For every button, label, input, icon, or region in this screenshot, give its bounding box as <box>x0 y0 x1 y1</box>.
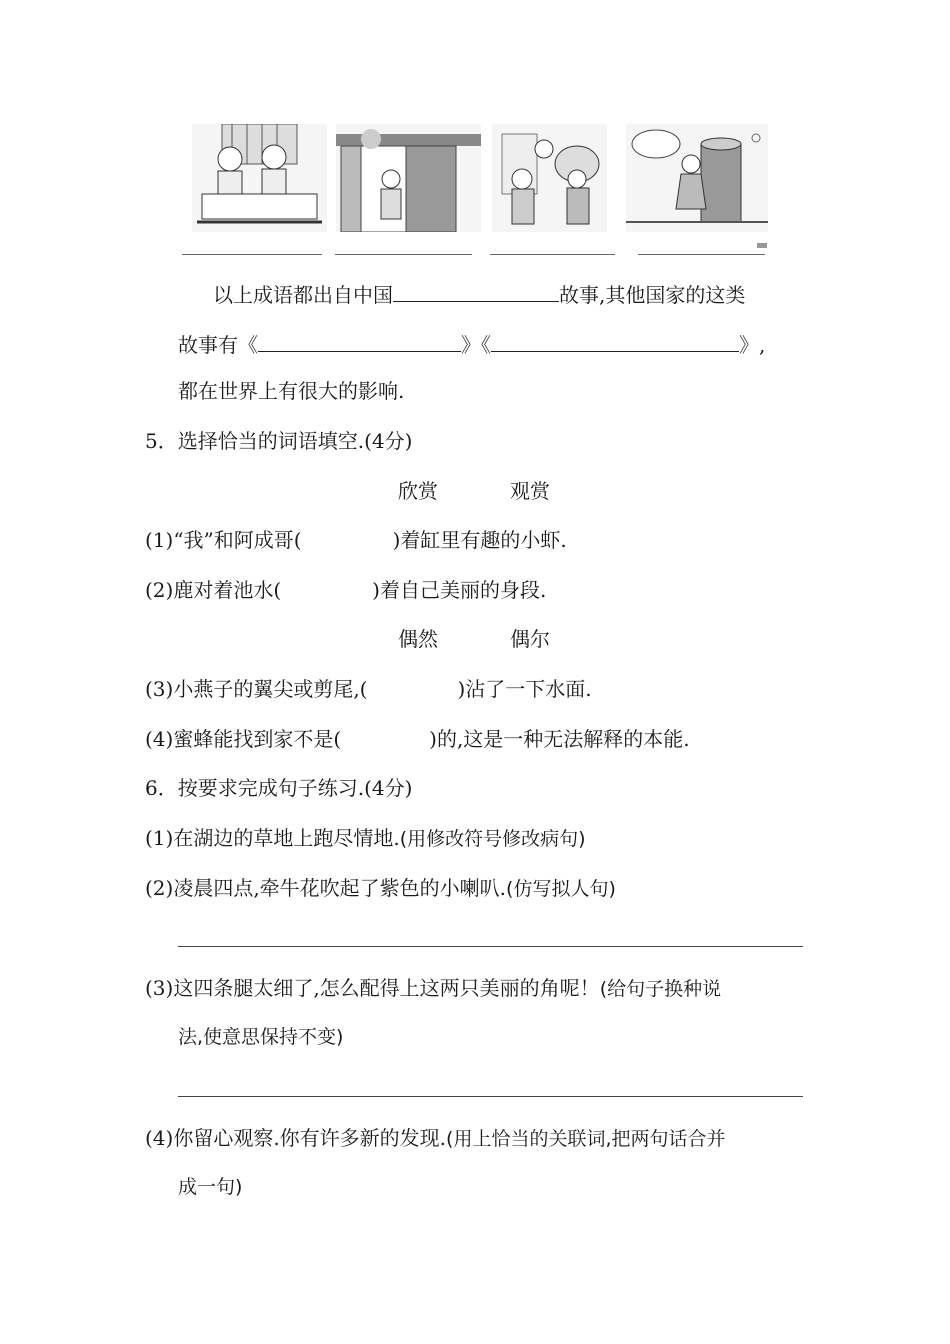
q4-line-1-text-a: 以上成语都出自中国 <box>213 283 393 307</box>
q5-sentence-3-text-b: )沾了一下水面. <box>457 677 592 701</box>
q5-sentence-1-text-b: )着缸里有趣的小虾. <box>392 528 567 552</box>
q4-blank-book-2[interactable] <box>491 331 739 352</box>
q6-sentence-4-text: (4)你留心观察.你有许多新的发现. <box>145 1126 447 1150</box>
q6-sentence-4-note: (用上恰当的关联词,把两句话合并 <box>446 1128 726 1150</box>
q4-line-2-text-b: 》《 <box>461 333 491 357</box>
illustration-answer-line-4[interactable] <box>638 254 765 255</box>
q4-line-1-text-b: 故事,其他国家的这类 <box>559 283 746 307</box>
q6-answer-line-3[interactable] <box>178 1096 803 1097</box>
q6-sentence-1-text: (1)在湖边的草地上跑尽情地. <box>145 826 400 850</box>
small-mark <box>757 243 767 248</box>
illustration-answer-line-3[interactable] <box>490 254 615 255</box>
q5-sentence-1 <box>145 530 567 550</box>
illustration-1-art <box>192 124 327 232</box>
illustration-1 <box>192 124 327 232</box>
q4-line-2-text-c: 》, <box>739 333 766 357</box>
illustration-answer-line-2[interactable] <box>335 254 472 255</box>
illustration-4-art <box>626 124 768 232</box>
q4-line-2 <box>178 331 765 355</box>
illustration-answer-line-1[interactable] <box>182 254 322 255</box>
q5-sentence-4-text-a: (4)蜜蜂能找到家不是( <box>145 727 342 751</box>
q5-word-2: 观赏 <box>510 479 550 503</box>
q5-word-3: 偶然 <box>398 627 438 651</box>
q5-sentence-4 <box>145 729 690 749</box>
illustration-2 <box>336 124 481 232</box>
q6-sentence-2-text: (2)凌晨四点,牵牛花吹起了紫色的小喇叭. <box>145 876 507 900</box>
q5-word-4: 偶尔 <box>510 627 550 651</box>
q4-blank-origin[interactable] <box>393 281 559 302</box>
q4-blank-book-1[interactable] <box>258 331 461 352</box>
q6-sentence-3-text: (3)这四条腿太细了,怎么配得上这两只美丽的角呢！ <box>145 976 600 1000</box>
q6-sentence-3-note: (给句子换种说 <box>599 978 722 1000</box>
q6-sentence-3-cont: 法,使意思保持不变) <box>178 1026 344 1048</box>
q6-sentence-3 <box>145 978 721 999</box>
illustration-4 <box>626 124 768 232</box>
q5-title: 5．选择恰当的词语填空.(4分) <box>145 429 413 453</box>
illustration-2-art <box>336 124 481 232</box>
q4-line-2-text-a: 故事有《 <box>178 333 258 357</box>
q6-answer-line-2[interactable] <box>178 946 803 947</box>
q5-sentence-2 <box>145 580 546 600</box>
q5-sentence-1-text-a: (1)“我”和阿成哥( <box>145 528 302 552</box>
q5-sentence-2-text-b: )着自己美丽的身段. <box>372 578 547 602</box>
q6-sentence-2-note: (仿写拟人句) <box>506 878 616 900</box>
q5-sentence-3-text-a: (3)小燕子的翼尖或剪尾,( <box>145 677 368 701</box>
q6-title: 6．按要求完成句子练习.(4分) <box>145 776 413 800</box>
q6-sentence-4-cont: 成一句) <box>178 1176 243 1198</box>
q6-sentence-1-note: (用修改符号修改病句) <box>399 828 586 850</box>
q5-word-1: 欣赏 <box>398 479 438 503</box>
illustration-3 <box>492 124 607 232</box>
q6-sentence-2 <box>145 878 616 899</box>
illustration-3-art <box>492 124 607 232</box>
q4-line-1 <box>213 281 745 305</box>
q6-sentence-4 <box>145 1128 726 1149</box>
q5-sentence-4-text-b: )的,这是一种无法解释的本能. <box>429 727 690 751</box>
q6-sentence-1 <box>145 828 586 849</box>
q4-line-3: 都在世界上有很大的影响. <box>178 379 405 403</box>
q5-sentence-2-text-a: (2)鹿对着池水( <box>145 578 282 602</box>
q5-sentence-3 <box>145 679 592 699</box>
